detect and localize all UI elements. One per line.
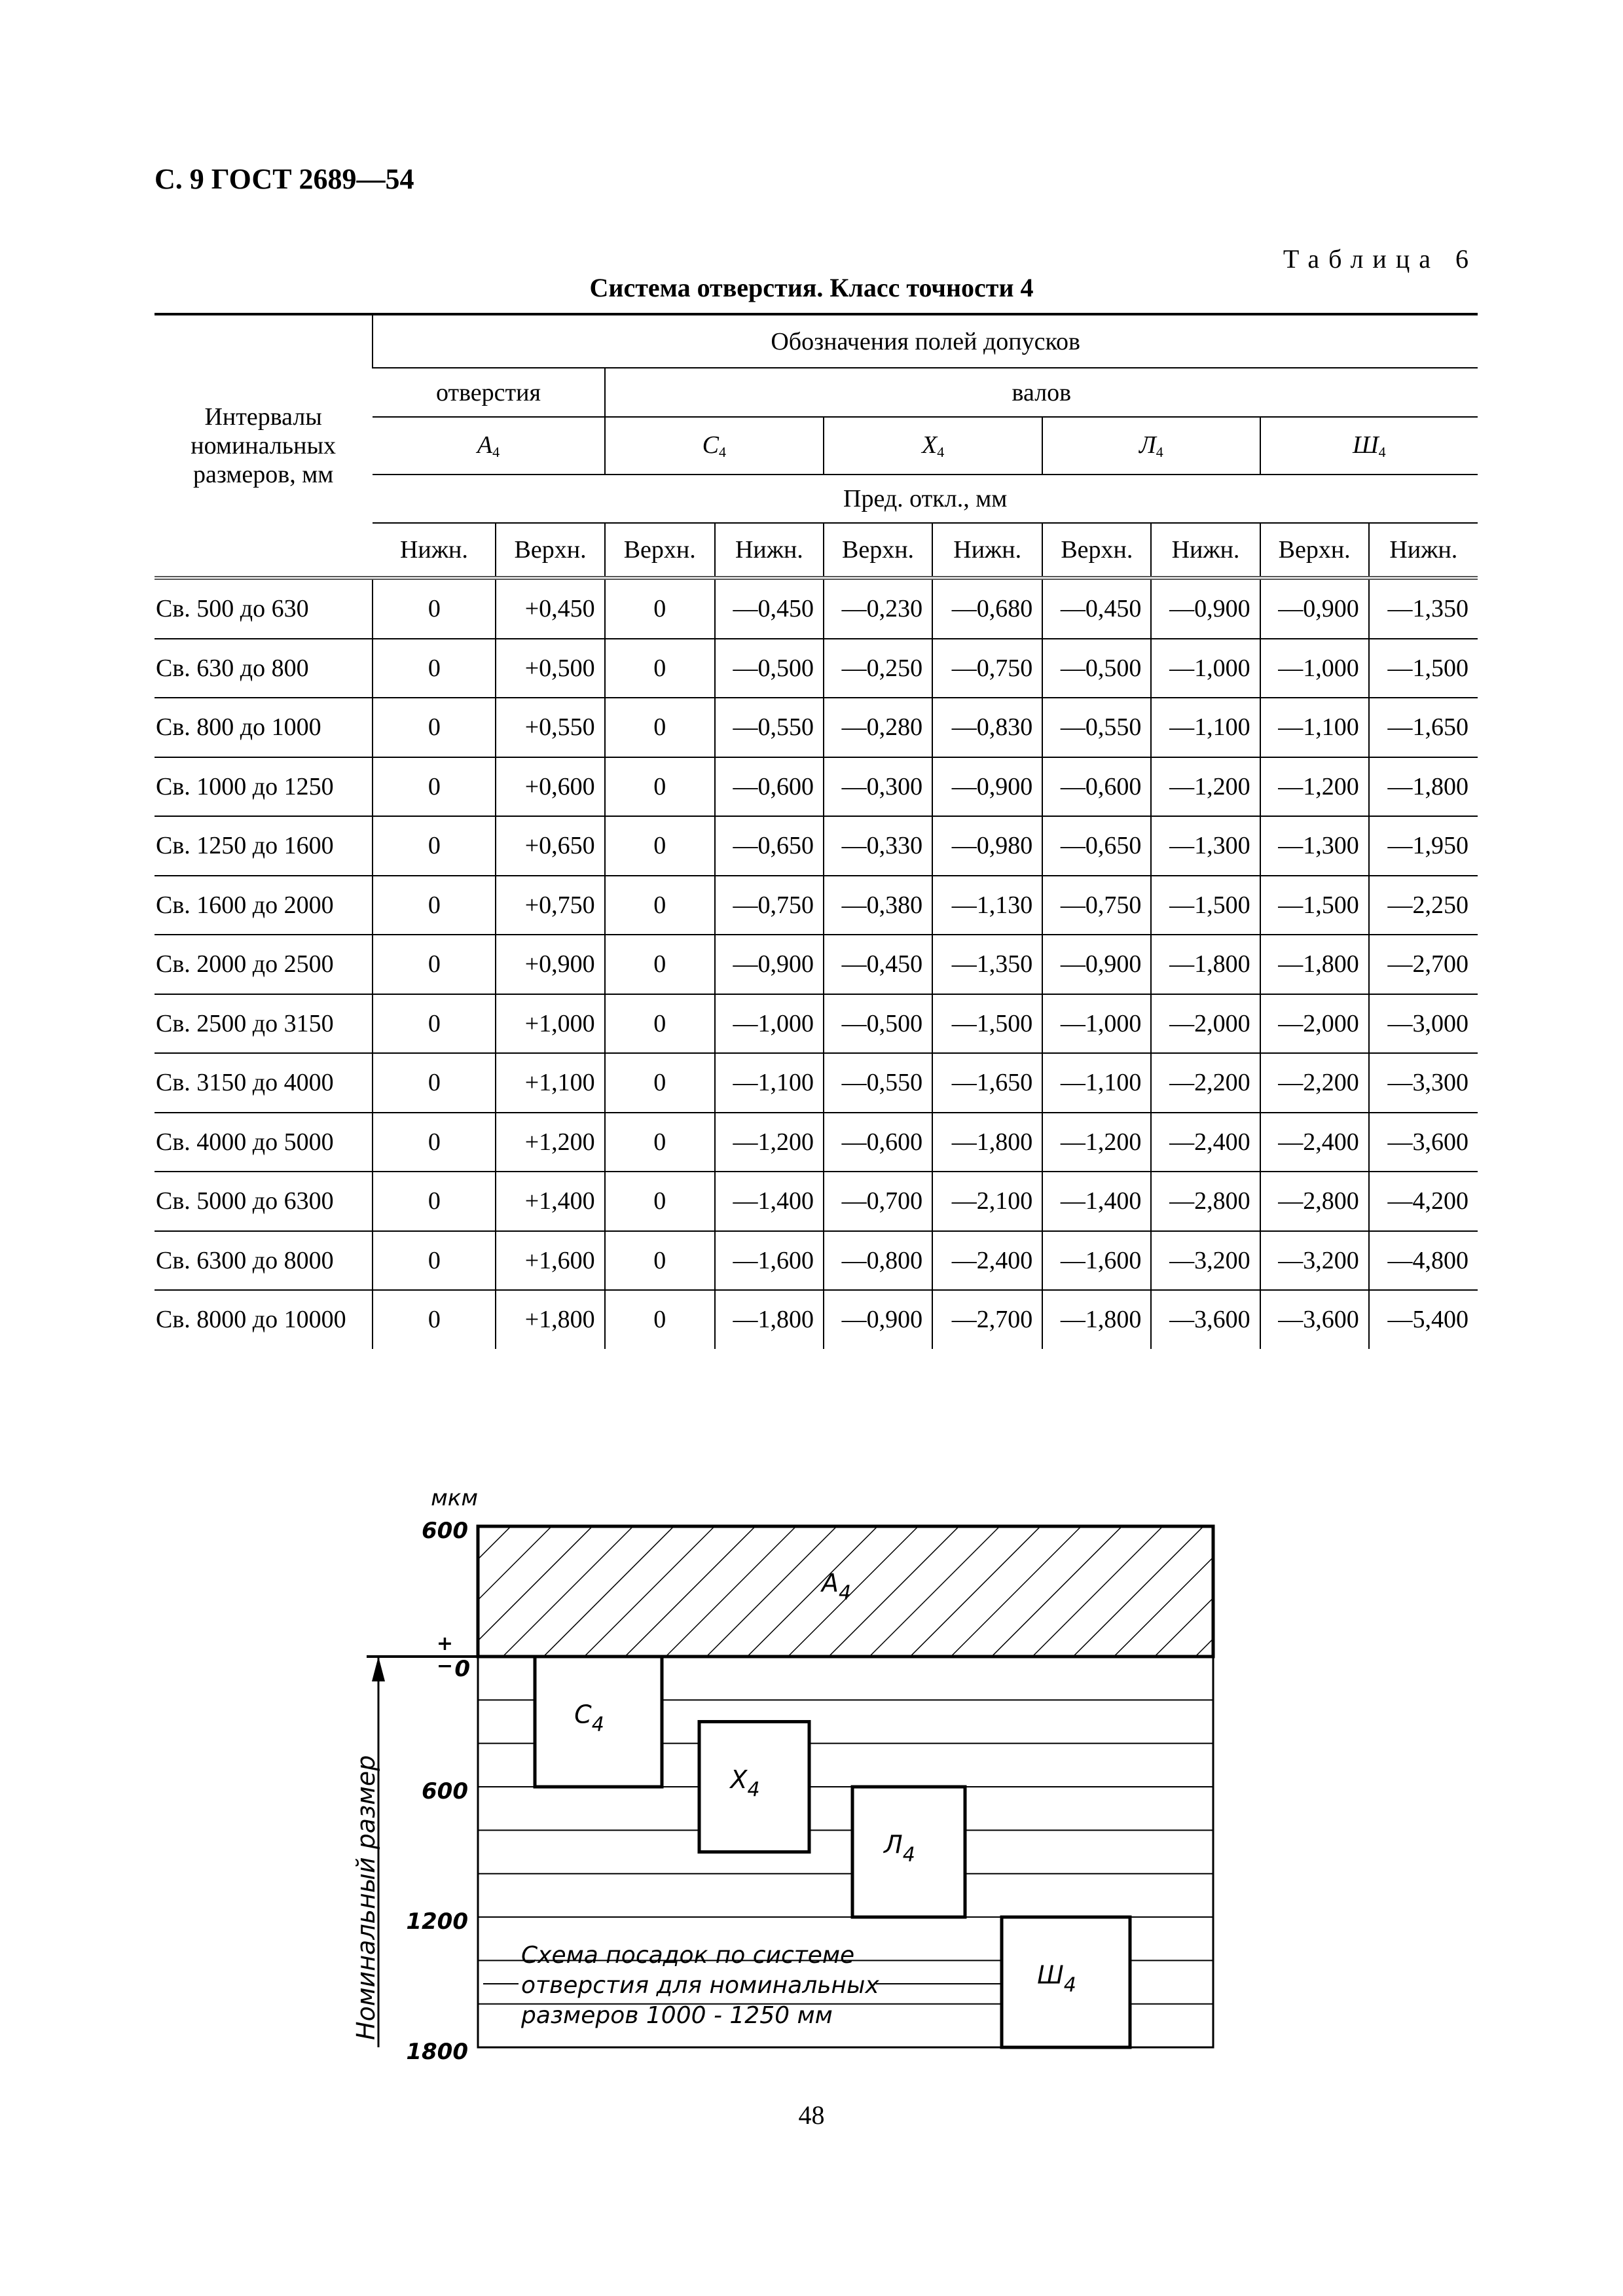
deviation-cell: —0,300 <box>824 757 932 817</box>
sub-header: Верхн. <box>1260 523 1369 578</box>
deviation-cell: +0,550 <box>496 698 604 757</box>
deviation-cell: —0,980 <box>932 816 1042 876</box>
deviation-cell: —4,200 <box>1369 1172 1478 1231</box>
size-interval: Св. 800 до 1000 <box>155 698 373 757</box>
deviation-cell: 0 <box>605 1113 715 1172</box>
deviation-cell: —2,000 <box>1260 994 1369 1054</box>
deviation-cell: —1,100 <box>1042 1053 1151 1113</box>
size-interval: Св. 3150 до 4000 <box>155 1053 373 1113</box>
deviation-cell: +0,900 <box>496 935 604 994</box>
deviation-cell: —1,130 <box>932 876 1042 935</box>
deviation-cell: —1,650 <box>932 1053 1042 1113</box>
deviation-cell: —0,600 <box>715 757 824 817</box>
deviation-cell: —2,800 <box>1260 1172 1369 1231</box>
deviation-cell: —1,000 <box>715 994 824 1054</box>
size-interval: Св. 5000 до 6300 <box>155 1172 373 1231</box>
field-a4-header: $A_4$ <box>373 417 604 475</box>
deviation-cell: —1,200 <box>1042 1113 1151 1172</box>
deviation-cell: —0,900 <box>824 1290 932 1349</box>
y-tick-label: 1200 <box>406 1909 468 1935</box>
deviation-cell: —0,650 <box>715 816 824 876</box>
deviation-cell: —1,650 <box>1369 698 1478 757</box>
deviation-cell: 0 <box>373 1053 496 1113</box>
deviation-cell: —2,800 <box>1151 1172 1260 1231</box>
sub-header: Верхн. <box>605 523 715 578</box>
deviation-cell: 0 <box>605 639 715 698</box>
deviation-cell: —0,750 <box>1042 876 1151 935</box>
deviation-cell: —1,350 <box>1369 578 1478 639</box>
deviation-cell: —1,800 <box>1151 935 1260 994</box>
deviation-cell: 0 <box>373 935 496 994</box>
page-header: С. 9 ГОСТ 2689—54 <box>155 163 414 195</box>
deviation-cell: —1,800 <box>715 1290 824 1349</box>
deviation-cell: +0,750 <box>496 876 604 935</box>
zone-label: $С_4$ <box>574 1700 604 1736</box>
deviation-cell: —0,380 <box>824 876 932 935</box>
field-l4-header: $Л_4$ <box>1042 417 1260 475</box>
deviation-cell: —0,330 <box>824 816 932 876</box>
zone-label: $X_4$ <box>730 1765 760 1802</box>
deviation-cell: —1,000 <box>1042 994 1151 1054</box>
hole-header: отверстия <box>373 368 604 417</box>
deviation-cell: —0,230 <box>824 578 932 639</box>
deviation-cell: +1,200 <box>496 1113 604 1172</box>
deviation-cell: —3,300 <box>1369 1053 1478 1113</box>
sub-header: Верхн. <box>496 523 604 578</box>
deviation-cell: —1,600 <box>715 1231 824 1291</box>
deviation-cell: 0 <box>605 876 715 935</box>
deviation-cell: —1,500 <box>1369 639 1478 698</box>
deviation-cell: —0,550 <box>1042 698 1151 757</box>
field-sh4-header: $Ш_4$ <box>1260 417 1478 475</box>
deviation-cell: +0,500 <box>496 639 604 698</box>
deviation-cell: —0,450 <box>824 935 932 994</box>
deviation-cell: 0 <box>605 935 715 994</box>
size-interval: Св. 6300 до 8000 <box>155 1231 373 1291</box>
deviation-cell: —0,280 <box>824 698 932 757</box>
deviation-cell: —0,450 <box>715 578 824 639</box>
deviation-cell: —1,300 <box>1260 816 1369 876</box>
deviation-cell: —0,680 <box>932 578 1042 639</box>
deviation-cell: —0,550 <box>824 1053 932 1113</box>
deviation-cell: —1,400 <box>715 1172 824 1231</box>
size-interval: Св. 8000 до 10000 <box>156 1306 346 1334</box>
y-tick-label: + <box>436 1632 453 1655</box>
deviation-cell: 0 <box>373 757 496 817</box>
deviation-cell: —0,750 <box>932 639 1042 698</box>
deviation-cell: —0,550 <box>715 698 824 757</box>
deviation-cell: 0 <box>373 698 496 757</box>
deviation-cell: 0 <box>605 757 715 817</box>
deviation-cell: 0 <box>605 698 715 757</box>
deviation-cell: —0,900 <box>1260 578 1369 639</box>
deviation-cell: 0 <box>373 639 496 698</box>
deviation-cell: 0 <box>373 876 496 935</box>
deviation-cell: —1,100 <box>715 1053 824 1113</box>
deviation-cell: —1,100 <box>1260 698 1369 757</box>
sub-header: Нижн. <box>1151 523 1260 578</box>
deviation-cell: —1,350 <box>932 935 1042 994</box>
sub-header: Нижн. <box>373 523 496 578</box>
deviation-cell: —0,700 <box>824 1172 932 1231</box>
deviation-cell: —0,500 <box>824 994 932 1054</box>
deviation-cell: —2,700 <box>932 1290 1042 1349</box>
sub-header: Нижн. <box>1369 523 1478 578</box>
deviation-cell: —3,600 <box>1260 1290 1369 1349</box>
deviation-cell: 0 <box>373 1231 496 1291</box>
size-interval: Св. 630 до 800 <box>155 639 373 698</box>
deviation-cell: —1,000 <box>1260 639 1369 698</box>
deviation-cell: —0,900 <box>715 935 824 994</box>
diagram-caption-line: отверстия для номинальных <box>521 1972 879 2000</box>
y-tick-label: 0 <box>454 1656 470 1682</box>
deviation-cell: 0 <box>605 1231 715 1291</box>
deviation-cell: —0,900 <box>932 757 1042 817</box>
deviation-cell: —4,800 <box>1369 1231 1478 1291</box>
deviation-cell: —0,650 <box>1042 816 1151 876</box>
deviation-cell: +1,800 <box>496 1290 604 1349</box>
stub-header: Интервалы номинальных размеров, мм <box>155 314 373 578</box>
deviation-cell: —2,200 <box>1260 1053 1369 1113</box>
deviation-cell: —1,200 <box>1260 757 1369 817</box>
tolerance-group-header: Обозначения полей допусков <box>373 314 1478 368</box>
shafts-header: валов <box>605 368 1478 417</box>
deviation-cell: —2,400 <box>932 1231 1042 1291</box>
deviation-cell: —3,200 <box>1260 1231 1369 1291</box>
deviation-cell: —0,450 <box>1042 578 1151 639</box>
deviation-cell: 0 <box>605 994 715 1054</box>
size-interval: Св. 1250 до 1600 <box>155 816 373 876</box>
size-interval: Св. 1600 до 2000 <box>155 876 373 935</box>
deviation-cell: —2,250 <box>1369 876 1478 935</box>
deviation-cell: —1,300 <box>1151 816 1260 876</box>
deviation-cell: —1,800 <box>1260 935 1369 994</box>
deviation-cell: —0,600 <box>824 1113 932 1172</box>
y-tick-label: 600 <box>422 1517 468 1544</box>
deviation-cell: 0 <box>605 1290 715 1349</box>
deviation-cell: +1,600 <box>496 1231 604 1291</box>
deviation-cell: —0,600 <box>1042 757 1151 817</box>
deviation-cell: —0,800 <box>824 1231 932 1291</box>
deviation-cell: 0 <box>605 1053 715 1113</box>
deviation-cell: —0,750 <box>715 876 824 935</box>
deviation-cell: —1,800 <box>932 1113 1042 1172</box>
deviation-cell: —3,600 <box>1369 1113 1478 1172</box>
deviation-cell: —1,800 <box>1369 757 1478 817</box>
deviation-cell: 0 <box>373 994 496 1054</box>
size-interval: Св. 1000 до 1250 <box>155 757 373 817</box>
field-c4-header: $С_4$ <box>605 417 824 475</box>
deviation-cell: —1,500 <box>1260 876 1369 935</box>
deviation-cell: —0,830 <box>932 698 1042 757</box>
size-interval: Св. 2000 до 2500 <box>155 935 373 994</box>
deviation-cell: —2,000 <box>1151 994 1260 1054</box>
unit-label: мкм <box>431 1484 478 1511</box>
deviation-cell: —1,600 <box>1042 1231 1151 1291</box>
deviation-cell: —2,200 <box>1151 1053 1260 1113</box>
deviation-cell: —3,200 <box>1151 1231 1260 1291</box>
deviation-cell: —3,600 <box>1151 1290 1260 1349</box>
deviation-cell: —2,100 <box>932 1172 1042 1231</box>
axis-arrow <box>372 1657 385 1681</box>
field-x4-header: $X_4$ <box>824 417 1042 475</box>
deviation-cell: —1,400 <box>1042 1172 1151 1231</box>
deviation-cell: —1,800 <box>1042 1290 1151 1349</box>
diagram-caption-line: Схема посадок по системе <box>521 1942 855 1969</box>
deviation-cell: —1,200 <box>715 1113 824 1172</box>
deviation-cell: —1,500 <box>1151 876 1260 935</box>
size-interval: Св. 4000 до 5000 <box>155 1113 373 1172</box>
deviation-cell: —0,250 <box>824 639 932 698</box>
deviation-cell: 0 <box>605 578 715 639</box>
zone-label: $Ш_4$ <box>1037 1960 1076 1997</box>
table-label: Таблица 6 <box>1283 244 1478 274</box>
deviation-cell: —0,900 <box>1042 935 1151 994</box>
deviation-cell: 0 <box>373 816 496 876</box>
deviation-cell: —1,000 <box>1151 639 1260 698</box>
deviation-cell: +1,400 <box>496 1172 604 1231</box>
diagram-caption-line: размеров 1000 - 1250 мм <box>521 2002 833 2030</box>
table-title: Система отверстия. Класс точности 4 <box>589 273 1034 302</box>
y-tick-label: 1800 <box>406 2039 468 2066</box>
zone-label: $A_4$ <box>821 1568 852 1605</box>
deviation-cell: —3,000 <box>1369 994 1478 1054</box>
deviation-cell: 0 <box>373 1172 496 1231</box>
sub-header: Верхн. <box>1042 523 1151 578</box>
deviation-cell: —1,950 <box>1369 816 1478 876</box>
deviation-cell: +1,100 <box>496 1053 604 1113</box>
deviation-cell: +1,000 <box>496 994 604 1054</box>
deviation-cell: —0,900 <box>1151 578 1260 639</box>
size-interval: Св. 500 до 630 <box>155 578 373 639</box>
deviation-cell: 0 <box>373 578 496 639</box>
page-number: 48 <box>798 2100 825 2130</box>
units-header: Пред. откл., мм <box>373 475 1478 523</box>
sub-header: Нижн. <box>715 523 824 578</box>
deviation-cell: 0 <box>605 816 715 876</box>
axis-label: Номинальный размер <box>352 1755 380 2040</box>
sub-header: Нижн. <box>932 523 1042 578</box>
deviation-cell: —1,200 <box>1151 757 1260 817</box>
deviation-cell: —2,400 <box>1260 1113 1369 1172</box>
deviation-cell: +0,600 <box>496 757 604 817</box>
zone-label: $Л_4$ <box>884 1830 915 1867</box>
y-tick-label: 600 <box>422 1778 468 1805</box>
sub-header: Верхн. <box>824 523 932 578</box>
deviation-cell: 0 <box>373 1113 496 1172</box>
deviation-cell: —2,400 <box>1151 1113 1260 1172</box>
deviation-cell: —5,400 <box>1369 1290 1478 1349</box>
deviation-cell: +0,650 <box>496 816 604 876</box>
deviation-cell: —1,500 <box>932 994 1042 1054</box>
deviation-cell: —0,500 <box>1042 639 1151 698</box>
deviation-cell: —2,700 <box>1369 935 1478 994</box>
deviation-cell: —1,100 <box>1151 698 1260 757</box>
y-tick-label: − <box>436 1655 453 1677</box>
deviation-cell: 0 <box>373 1290 496 1349</box>
deviation-cell: +0,450 <box>496 578 604 639</box>
size-interval: Св. 2500 до 3150 <box>155 994 373 1054</box>
deviation-cell: —0,500 <box>715 639 824 698</box>
deviation-cell: 0 <box>605 1172 715 1231</box>
